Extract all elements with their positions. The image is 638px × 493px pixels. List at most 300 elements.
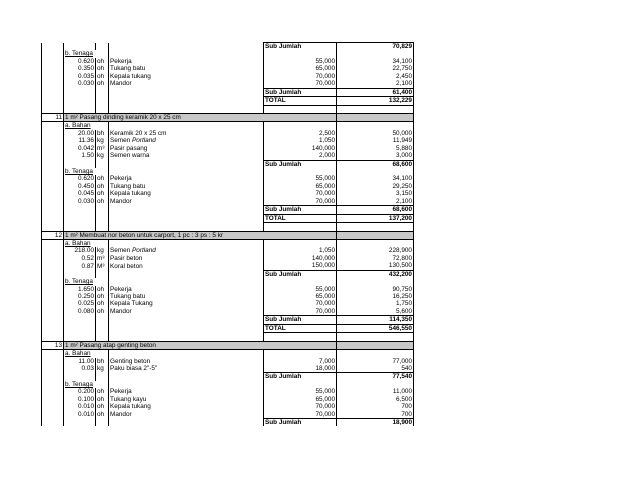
unit-price-cell: 55,000 — [264, 286, 337, 293]
amount-cell — [337, 381, 414, 388]
item-row — [42, 293, 414, 300]
description-cell: Kepala Tukang — [109, 300, 264, 307]
subtotal-label: Sub Jumlah — [264, 270, 337, 278]
quantity-cell — [64, 270, 96, 278]
quantity-cell: 218.00 — [64, 247, 96, 254]
unit-cell: oh — [96, 308, 109, 316]
item-number-cell — [42, 198, 64, 206]
amount-cell: 77,000 — [337, 358, 414, 365]
item-number-cell — [42, 270, 64, 278]
unit-price-cell: 65,000 — [264, 396, 337, 403]
subtotal-value: 68,600 — [337, 160, 414, 168]
description-cell — [109, 223, 264, 231]
quantity-cell — [64, 223, 96, 231]
description-cell: Tukang batu — [109, 65, 264, 72]
item-number-cell — [42, 183, 64, 190]
unit-price-cell: 1,050 — [264, 247, 337, 254]
item-number-cell — [42, 130, 64, 137]
amount-cell: 11,000 — [337, 388, 414, 395]
amount-cell: 50,000 — [337, 130, 414, 137]
item-number-cell — [42, 65, 64, 72]
item-number-cell — [42, 388, 64, 395]
unit-cell: bh — [96, 130, 109, 137]
unit-cell: oh — [96, 286, 109, 293]
item-number-cell — [42, 206, 64, 214]
item-number-cell — [42, 58, 64, 65]
section-label — [64, 168, 109, 175]
subtotal-value: 432,200 — [337, 270, 414, 278]
quantity-cell: 0.042 — [64, 145, 96, 152]
unit-cell — [96, 97, 109, 105]
unit-price-cell: 55,000 — [264, 388, 337, 395]
description-cell — [109, 316, 264, 324]
work-item-header-row — [42, 231, 414, 239]
quantity-cell — [64, 88, 96, 96]
subtotal-value: 18,900 — [337, 419, 414, 427]
amount-cell: 2,100 — [337, 80, 414, 88]
section-label — [64, 381, 109, 388]
description-cell: Pekerja — [109, 58, 264, 65]
description-cell: Pekerja — [109, 175, 264, 182]
quantity-cell — [64, 214, 96, 222]
section-label-row — [42, 50, 414, 57]
unit-cell: oh — [96, 58, 109, 65]
quantity-cell: 1.50 — [64, 152, 96, 160]
section-label — [64, 50, 109, 57]
item-number-cell — [42, 214, 64, 222]
item-number-cell — [42, 43, 64, 51]
quantity-cell: 20.00 — [64, 130, 96, 137]
amount-cell: 72,800 — [337, 255, 414, 262]
spacer-row — [42, 333, 414, 341]
section-label-row — [42, 350, 414, 358]
item-number-cell — [42, 122, 64, 130]
description-cell — [109, 88, 264, 96]
description-cell: Semen Portland — [109, 247, 264, 254]
item-number-cell — [42, 365, 64, 373]
unit-cell — [96, 105, 109, 113]
amount-cell: 90,750 — [337, 286, 414, 293]
unit-cell: oh — [96, 183, 109, 190]
unit-price-cell: 65,000 — [264, 293, 337, 300]
unit-price-cell — [264, 350, 337, 358]
quantity-cell: 0.010 — [64, 411, 96, 419]
amount-cell: 130,500 — [337, 262, 414, 270]
item-row — [42, 152, 414, 160]
unit-cell — [96, 324, 109, 332]
quantity-cell — [64, 316, 96, 324]
total-row — [42, 214, 414, 222]
amount-cell — [337, 333, 414, 341]
unit-price-cell: 70,000 — [264, 308, 337, 316]
item-row — [42, 73, 414, 80]
description-cell — [109, 105, 264, 113]
quantity-cell — [64, 373, 96, 381]
amount-cell: 11,949 — [337, 137, 414, 144]
unit-cell: oh — [96, 300, 109, 307]
unit-price-cell: 70,000 — [264, 198, 337, 206]
item-row — [42, 286, 414, 293]
subtotal-value: 61,400 — [337, 88, 414, 96]
item-number-cell — [42, 403, 64, 410]
item-number-cell — [42, 262, 64, 270]
item-row — [42, 403, 414, 410]
unit-cell: oh — [96, 198, 109, 206]
description-cell: Pekerja — [109, 388, 264, 395]
item-row — [42, 190, 414, 197]
work-item-title: 1 m² Membuat nor beton untuk carport, 1 pc : 3 ps : 5 kr — [64, 231, 337, 239]
quantity-cell — [64, 105, 96, 113]
section-label-text: b. Tenaga — [65, 278, 93, 286]
unit-cell: m³ — [96, 255, 109, 262]
description-cell — [109, 419, 264, 427]
section-label — [64, 122, 109, 130]
unit-price-cell: 55,000 — [264, 58, 337, 65]
section-label-text: a. Bahan — [65, 239, 91, 247]
quantity-cell: 0.87 — [64, 262, 96, 270]
unit-cell: oh — [96, 411, 109, 419]
unit-cell — [96, 316, 109, 324]
amount-cell: 700 — [337, 403, 414, 410]
subtotal-value: 132,229 — [337, 97, 414, 105]
item-number-cell — [42, 293, 64, 300]
item-number-cell — [42, 316, 64, 324]
unit-price-cell: 7,000 — [264, 358, 337, 365]
description-cell: Mandor — [109, 198, 264, 206]
description-cell — [109, 381, 264, 388]
description-cell — [109, 270, 264, 278]
item-row — [42, 80, 414, 88]
quantity-cell: 0.045 — [64, 190, 96, 197]
amount-cell: 16,250 — [337, 293, 414, 300]
item-row — [42, 198, 414, 206]
item-number-cell — [42, 145, 64, 152]
subtotal-value: 546,550 — [337, 324, 414, 332]
item-number-cell — [42, 190, 64, 197]
unit-cell: oh — [96, 403, 109, 410]
unit-price-cell: 140,000 — [264, 255, 337, 262]
unit-price-cell: 2,000 — [264, 152, 337, 160]
subtotal-label: Sub Jumlah — [264, 206, 337, 214]
subtotal-label: Sub Jumlah — [264, 373, 337, 381]
quantity-cell: 0.52 — [64, 255, 96, 262]
description-cell — [109, 324, 264, 332]
item-row — [42, 388, 414, 395]
unit-price-cell: 70,000 — [264, 411, 337, 419]
item-number-cell — [42, 419, 64, 427]
amount-cell — [337, 122, 414, 130]
description-cell: Kepala tukang — [109, 73, 264, 80]
amount-cell: 540 — [337, 365, 414, 373]
item-number-cell — [42, 308, 64, 316]
description-cell: Pasir pasang — [109, 145, 264, 152]
description-cell: Kepala tukang — [109, 190, 264, 197]
subtotal-value: 77,540 — [337, 373, 414, 381]
description-cell: Keramik 20 x 25 cm — [109, 130, 264, 137]
unit-cell: oh — [96, 293, 109, 300]
unit-cell: kg — [96, 365, 109, 373]
description-cell — [109, 333, 264, 341]
amount-cell: 3,000 — [337, 152, 414, 160]
description-cell: Koral beton — [109, 262, 264, 270]
item-number-cell — [42, 168, 64, 175]
work-item-header-row — [42, 341, 414, 349]
description-cell: Tukang batu — [109, 293, 264, 300]
unit-price-cell: 70,000 — [264, 403, 337, 410]
amount-cell — [337, 113, 414, 121]
item-row — [42, 300, 414, 307]
unit-price-cell: 70,000 — [264, 300, 337, 307]
unit-cell — [96, 43, 109, 51]
unit-cell: oh — [96, 80, 109, 88]
quantity-cell: 0.350 — [64, 65, 96, 72]
item-number-cell — [42, 381, 64, 388]
description-cell — [109, 122, 264, 130]
unit-price-cell: 18,000 — [264, 365, 337, 373]
subtotal-row — [42, 88, 414, 96]
quantity-cell — [64, 43, 96, 51]
item-number-cell — [42, 152, 64, 160]
description-cell: Pasir beton — [109, 255, 264, 262]
amount-cell — [337, 341, 414, 349]
unit-price-cell: 55,000 — [264, 175, 337, 182]
subtotal-label: Sub Jumlah — [264, 160, 337, 168]
section-label-text: a. Bahan — [65, 122, 91, 130]
description-cell — [109, 350, 264, 358]
quantity-cell — [64, 97, 96, 105]
work-item-header-row — [42, 113, 414, 121]
amount-cell: 3,150 — [337, 190, 414, 197]
unit-cell — [96, 88, 109, 96]
unit-cell — [96, 223, 109, 231]
work-item-title: 1 m² Pasang atap genting beton — [64, 341, 337, 349]
total-row — [42, 97, 414, 105]
item-number-cell — [42, 396, 64, 403]
unit-price-cell — [264, 278, 337, 285]
subtotal-row — [42, 316, 414, 324]
item-row — [42, 396, 414, 403]
quantity-cell: 0.100 — [64, 396, 96, 403]
item-number-cell — [42, 88, 64, 96]
quantity-cell: 11.36 — [64, 137, 96, 144]
quantity-cell: 0.010 — [64, 403, 96, 410]
cost-analysis-table — [41, 42, 414, 426]
section-label-row — [42, 278, 414, 285]
item-number-cell — [42, 223, 64, 231]
subtotal-label: TOTAL — [264, 214, 337, 222]
quantity-cell: 0.03 — [64, 365, 96, 373]
unit-price-cell — [264, 122, 337, 130]
item-number-cell — [42, 333, 64, 341]
unit-price-cell — [264, 333, 337, 341]
item-number-cell — [42, 175, 64, 182]
quantity-cell: 0.450 — [64, 183, 96, 190]
unit-cell: m³ — [96, 145, 109, 152]
subtotal-value: 68,600 — [337, 206, 414, 214]
item-number-cell — [42, 358, 64, 365]
amount-cell: 6,500 — [337, 396, 414, 403]
amount-cell: 700 — [337, 411, 414, 419]
subtotal-value: 114,350 — [337, 316, 414, 324]
subtotal-row — [42, 160, 414, 168]
section-label-text: b. Tenaga — [65, 50, 93, 58]
quantity-cell: 0.035 — [64, 73, 96, 80]
description-cell: Genting beton — [109, 358, 264, 365]
section-label-text: b. Tenaga — [65, 168, 93, 176]
amount-cell — [337, 231, 414, 239]
item-row — [42, 308, 414, 316]
work-item-title: 1 m² Pasang dinding keramik 20 x 25 cm — [64, 113, 337, 121]
total-row — [42, 324, 414, 332]
quantity-cell: 0.200 — [64, 388, 96, 395]
description-cell — [109, 160, 264, 168]
subtotal-label: TOTAL — [264, 97, 337, 105]
item-row — [42, 255, 414, 262]
unit-cell: oh — [96, 388, 109, 395]
description-cell: Semen Portland — [109, 137, 264, 144]
unit-price-cell — [264, 105, 337, 113]
item-number-cell — [42, 255, 64, 262]
item-number-cell — [42, 105, 64, 113]
item-number-cell — [42, 350, 64, 358]
quantity-cell: 0.025 — [64, 300, 96, 307]
description-cell — [109, 168, 264, 175]
subtotal-row — [42, 43, 414, 51]
item-row — [42, 145, 414, 152]
subtotal-label: Sub Jumlah — [264, 88, 337, 96]
item-number: 13 — [42, 341, 64, 349]
spacer-row — [42, 105, 414, 113]
quantity-cell: 0.250 — [64, 293, 96, 300]
description-cell: Mandor — [109, 308, 264, 316]
unit-price-cell: 1,050 — [264, 137, 337, 144]
item-row — [42, 358, 414, 365]
italic-term: Portland — [132, 137, 156, 145]
quantity-cell — [64, 160, 96, 168]
unit-price-cell — [264, 239, 337, 247]
section-label-text: b. Tenaga — [65, 380, 93, 388]
item-number: 11 — [42, 113, 64, 121]
description-cell — [109, 278, 264, 285]
item-number-cell — [42, 300, 64, 307]
section-label-row — [42, 239, 414, 247]
quantity-cell: 0.620 — [64, 58, 96, 65]
amount-cell: 5,600 — [337, 308, 414, 316]
item-number-cell — [42, 73, 64, 80]
item-number-cell — [42, 80, 64, 88]
description-cell — [109, 43, 264, 51]
unit-cell: oh — [96, 190, 109, 197]
quantity-cell: 11.00 — [64, 358, 96, 365]
description-cell — [109, 50, 264, 57]
item-number-cell — [42, 373, 64, 381]
subtotal-value: 137,200 — [337, 214, 414, 222]
unit-price-cell — [264, 223, 337, 231]
italic-term: Portland — [132, 247, 156, 255]
section-label-text: a. Bahan — [65, 350, 91, 358]
unit-cell — [96, 270, 109, 278]
item-number-cell — [42, 278, 64, 285]
unit-cell: oh — [96, 396, 109, 403]
unit-cell — [96, 419, 109, 427]
item-row — [42, 130, 414, 137]
item-number-cell — [42, 247, 64, 254]
subtotal-label: Sub Jumlah — [264, 316, 337, 324]
unit-cell: kg — [96, 152, 109, 160]
amount-cell — [337, 168, 414, 175]
unit-price-cell — [264, 168, 337, 175]
quantity-cell — [64, 206, 96, 214]
section-label-row — [42, 381, 414, 388]
item-row — [42, 58, 414, 65]
item-row — [42, 247, 414, 254]
item-number-cell — [42, 324, 64, 332]
unit-price-cell: 65,000 — [264, 183, 337, 190]
unit-cell: oh — [96, 175, 109, 182]
quantity-cell — [64, 324, 96, 332]
description-cell — [109, 97, 264, 105]
item-row — [42, 137, 414, 144]
amount-cell: 22,750 — [337, 65, 414, 72]
section-label-row — [42, 168, 414, 175]
unit-price-cell: 70,000 — [264, 190, 337, 197]
item-number-cell — [42, 286, 64, 293]
section-label — [64, 278, 109, 285]
item-number-cell — [42, 97, 64, 105]
quantity-cell — [64, 333, 96, 341]
quantity-cell: 1.650 — [64, 286, 96, 293]
amount-cell: 2,100 — [337, 198, 414, 206]
item-number-cell — [42, 160, 64, 168]
amount-cell: 2,450 — [337, 73, 414, 80]
item-number-cell — [42, 411, 64, 419]
amount-cell: 1,750 — [337, 300, 414, 307]
description-cell: Pekerja — [109, 286, 264, 293]
unit-cell — [96, 333, 109, 341]
unit-cell — [96, 373, 109, 381]
amount-cell: 228,900 — [337, 247, 414, 254]
unit-price-cell: 2,500 — [264, 130, 337, 137]
subtotal-row — [42, 206, 414, 214]
quantity-cell: 0.030 — [64, 198, 96, 206]
unit-cell: oh — [96, 65, 109, 72]
unit-cell — [96, 160, 109, 168]
unit-price-cell: 140,000 — [264, 145, 337, 152]
unit-cell — [96, 206, 109, 214]
unit-cell: oh — [96, 73, 109, 80]
description-cell — [109, 373, 264, 381]
amount-cell — [337, 105, 414, 113]
item-row — [42, 365, 414, 373]
description-cell: Paku biasa 2"-5" — [109, 365, 264, 373]
subtotal-value: 70,829 — [337, 43, 414, 51]
section-label — [64, 239, 109, 247]
amount-cell — [337, 350, 414, 358]
description-cell: Kepala tukang — [109, 403, 264, 410]
spacer-row — [42, 223, 414, 231]
quantity-cell — [64, 419, 96, 427]
item-row — [42, 183, 414, 190]
subtotal-row — [42, 419, 414, 427]
amount-cell: 29,250 — [337, 183, 414, 190]
amount-cell — [337, 239, 414, 247]
subtotal-label: Sub Jumlah — [264, 43, 337, 51]
subtotal-row — [42, 270, 414, 278]
item-row — [42, 65, 414, 72]
item-number: 12 — [42, 231, 64, 239]
subtotal-label: TOTAL — [264, 324, 337, 332]
unit-price-cell — [264, 50, 337, 57]
